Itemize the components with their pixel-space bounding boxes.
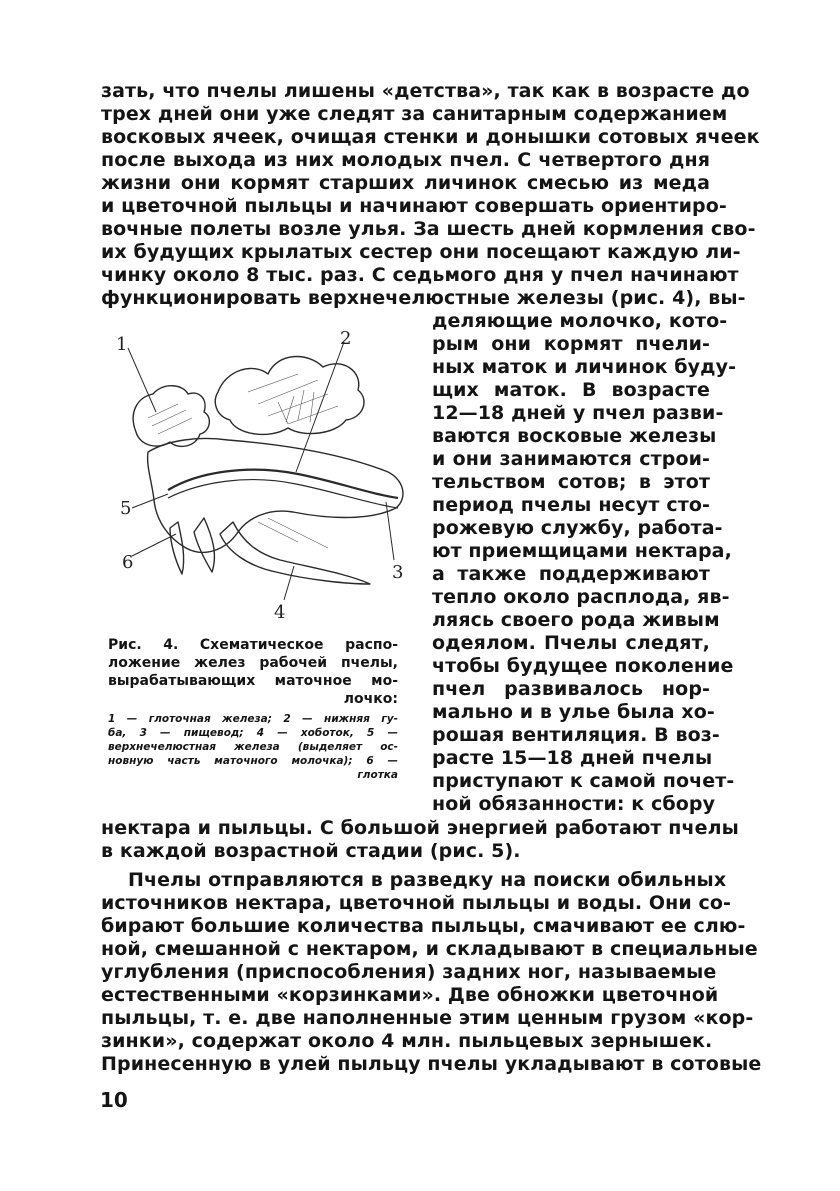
leader-lines <box>128 342 394 600</box>
text-line: рошая вентиляция. В воз- <box>432 724 720 746</box>
text-line: вочные полеты возле улья. За шесть дней кормления сво- <box>101 218 756 240</box>
text-line: тельством сотов; в этот <box>432 471 710 493</box>
text-line: период пчелы несут сто- <box>432 494 710 516</box>
figure-label-4: 4 <box>274 602 286 622</box>
text-line: в каждой возрастной стадии (рис. 5). <box>101 840 521 862</box>
caption-title-line: вырабатывающих маточное мо- <box>108 673 398 689</box>
caption-legend-line: верхнечелюстная железа (выделяет ос- <box>108 741 398 753</box>
text-line: ной, смешанной с нектаром, и складывают в специальные <box>101 938 758 960</box>
text-line: ных маток и личинок буду- <box>432 356 737 378</box>
text-line: приступают к самой почет- <box>432 770 735 792</box>
text-line: и они занимаются строи- <box>432 448 710 470</box>
text-line: бирают большие количества пыльцы, смачивают ее слю- <box>101 915 746 937</box>
pharynx-lobe <box>170 522 184 574</box>
text-line: зинки», содержат около 4 млн. пыльцевых зернышек. <box>101 1030 713 1052</box>
text-line: функционировать верхнечелюстные железы (рис. 4), вы- <box>101 287 746 309</box>
text-line: ют приемщицами нектара, <box>432 540 732 562</box>
figure-label-2: 2 <box>340 328 352 349</box>
text-line: а также поддерживают <box>432 563 710 585</box>
caption-legend-line: новную часть маточного молочка); 6 — <box>108 755 398 767</box>
caption-title-line: Рис. 4. Схематическое распо- <box>108 637 398 653</box>
text-line: после выхода из них молодых пчел. С четвертого дня <box>101 149 710 171</box>
text-line: их будущих крылатых сестер они посещают каждую ли- <box>101 241 741 263</box>
text-line: Пчелы отправляются в разведку на поиски обильных <box>128 869 727 891</box>
caption-legend-line: глотка <box>357 769 398 781</box>
caption-legend-line: 1 — глоточная железа; 2 — нижняя гу- <box>108 713 398 725</box>
esophagus-tube-inner <box>168 480 398 508</box>
text-line: тепло около расплода, яв- <box>432 586 730 608</box>
caption-title-line: лочко: <box>343 691 398 707</box>
text-line: нектара и пыльцы. С большой энергией работают пчелы <box>101 817 739 839</box>
text-line: деляющие молочко, кото- <box>432 310 728 332</box>
text-line: рым они кормят пчели- <box>432 333 710 355</box>
text-line: зать, что пчелы лишены «детства», так как в возрасте до <box>101 80 750 102</box>
lower-lip-lobe <box>194 518 214 572</box>
text-line: одеялом. Пчелы следят, <box>432 632 710 654</box>
text-line: жизни они кормят старших личинок смесью из меда <box>101 172 710 194</box>
text-line: ной обязанности: к сбору <box>432 793 716 815</box>
pharyngeal-gland-lobe <box>133 386 209 447</box>
caption-title-line: ложение желез рабочей пчелы, <box>108 655 398 671</box>
text-line: ваются восковые железы <box>432 425 717 447</box>
mandibular-gland-lobe <box>215 357 364 435</box>
page-number: 10 <box>100 1088 128 1112</box>
text-line: чтобы будущее поколение <box>432 655 734 677</box>
text-line: трех дней они уже следят за санитарным содержанием <box>101 103 728 125</box>
text-line: Принесенную в улей пыльцу пчелы укладывают в сотовые <box>101 1053 762 1075</box>
text-line: расте 15—18 дней пчелы <box>432 747 713 769</box>
text-line: мально и в улье была хо- <box>432 701 715 723</box>
text-line: рожевую службу, работа- <box>432 517 723 539</box>
text-line: пыльцы, т. е. две наполненные этим ценным грузом «кор- <box>101 1007 754 1029</box>
text-line: чинку около 8 тыс. раз. С седьмого дня у пчел начинают <box>101 264 739 286</box>
text-line: ляясь своего рода живым <box>432 609 720 631</box>
head-outline <box>148 439 403 553</box>
gland-diagram-figure <box>108 322 416 622</box>
text-line: 12—18 дней у пчел разви- <box>432 402 724 424</box>
text-line: углубления (приспособления) задних ног, называемые <box>101 961 717 983</box>
text-line: источников нектара, цветочной пыльцы и воды. Они со- <box>101 892 732 914</box>
text-line: пчел развивалось нор- <box>432 678 710 700</box>
text-line: восковых ячеек, очищая стенки и донышки сотовых ячеек <box>101 126 760 148</box>
hatching <box>148 374 338 548</box>
figure-label-1: 1 <box>116 334 128 355</box>
figure-label-6: 6 <box>122 552 134 573</box>
text-line: и цветочной пыльцы и начинают совершать ориентиро- <box>101 195 727 217</box>
figure-label-5: 5 <box>120 498 132 519</box>
caption-legend-line: ба, 3 — пищевод; 4 — хоботок, 5 — <box>108 727 398 739</box>
text-line: естественными «корзинками». Две обножки цветочной <box>101 984 719 1006</box>
figure-label-3: 3 <box>392 562 404 583</box>
text-line: щих маток. В возрасте <box>432 379 710 401</box>
esophagus-tube <box>168 470 398 498</box>
